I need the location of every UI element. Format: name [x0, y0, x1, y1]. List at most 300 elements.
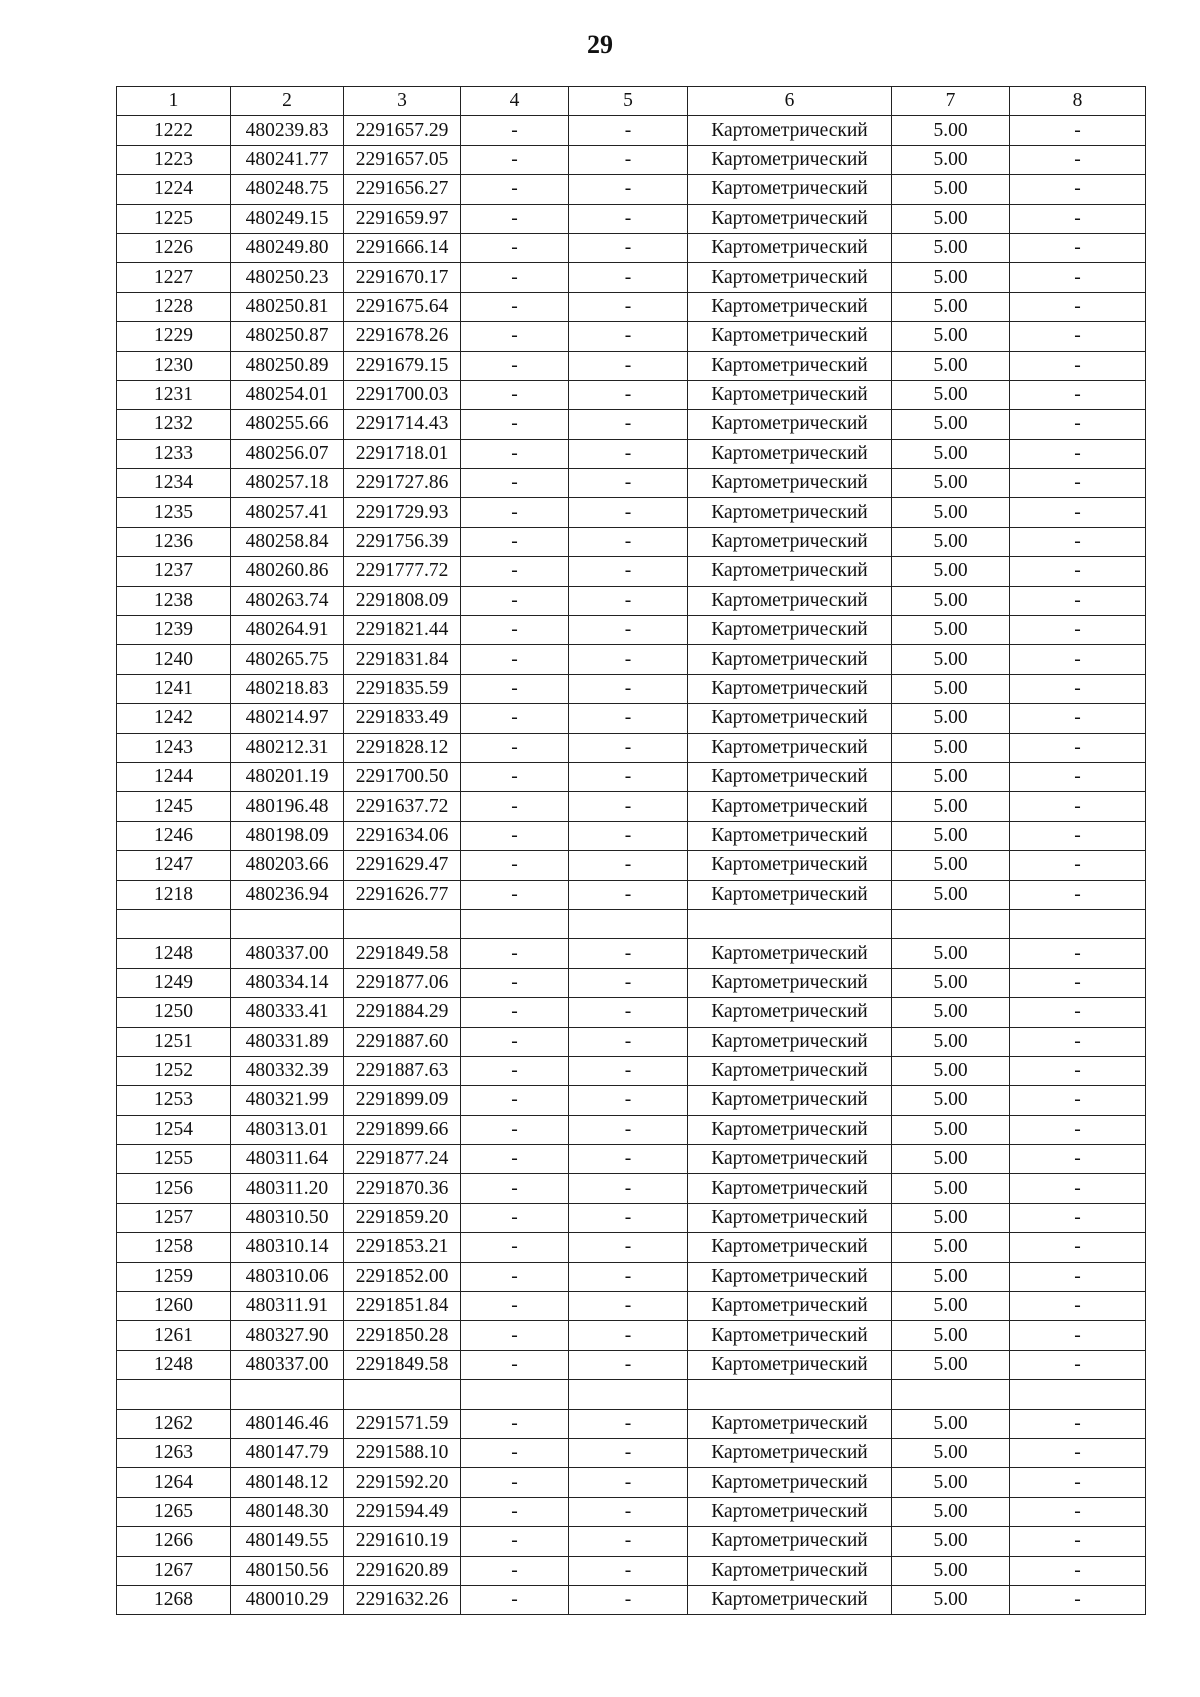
table-row: [117, 204, 1146, 233]
table-cell: 5.00: [892, 939, 1010, 968]
table-cell: 480248.75: [231, 175, 344, 204]
table-cell: -: [461, 351, 569, 380]
table-cell: 5.00: [892, 1174, 1010, 1203]
table-row: [117, 733, 1146, 762]
table-cell: -: [1010, 204, 1146, 233]
table-cell: -: [569, 263, 688, 292]
table-cell: -: [569, 851, 688, 880]
table-cell: 480241.77: [231, 145, 344, 174]
table-row: [117, 1350, 1146, 1379]
table-cell: Картометрический: [688, 175, 892, 204]
table-row: [117, 116, 1146, 145]
table-cell: 480263.74: [231, 586, 344, 615]
table-cell: Картометрический: [688, 322, 892, 351]
table-cell: Картометрический: [688, 351, 892, 380]
table-cell: Картометрический: [688, 880, 892, 909]
table-cell: 480337.00: [231, 1350, 344, 1379]
table-cell: 1265: [117, 1497, 231, 1526]
table-cell: -: [569, 439, 688, 468]
table-cell: -: [461, 1203, 569, 1232]
table-cell: 1238: [117, 586, 231, 615]
table-row: [117, 1321, 1146, 1350]
table-cell: -: [461, 821, 569, 850]
table-cell: -: [461, 1468, 569, 1497]
table-cell: -: [1010, 616, 1146, 645]
table-cell: 5.00: [892, 851, 1010, 880]
table-cell: 480260.86: [231, 557, 344, 586]
table-cell: -: [1010, 968, 1146, 997]
table-cell: -: [569, 1233, 688, 1262]
table-cell: 1230: [117, 351, 231, 380]
table-cell: 2291629.47: [344, 851, 461, 880]
table-cell: -: [569, 1056, 688, 1085]
table-cell: -: [1010, 292, 1146, 321]
table-cell: -: [1010, 1438, 1146, 1467]
table-cell: -: [1010, 1497, 1146, 1526]
table-cell: Картометрический: [688, 527, 892, 556]
table-cell: -: [569, 1262, 688, 1291]
table-cell: 1247: [117, 851, 231, 880]
table-cell: -: [1010, 322, 1146, 351]
table-cell: -: [1010, 1527, 1146, 1556]
table-cell: -: [461, 762, 569, 791]
table-cell: -: [461, 322, 569, 351]
table-cell: -: [1010, 880, 1146, 909]
table-cell: 1256: [117, 1174, 231, 1203]
table-cell: 2291849.58: [344, 1350, 461, 1379]
table-cell: -: [569, 1174, 688, 1203]
table-cell: -: [461, 1086, 569, 1115]
table-cell: Картометрический: [688, 204, 892, 233]
table-cell: 2291678.26: [344, 322, 461, 351]
table-cell: 480265.75: [231, 645, 344, 674]
table-cell: 1225: [117, 204, 231, 233]
table-cell: Картометрический: [688, 674, 892, 703]
table-cell: Картометрический: [688, 998, 892, 1027]
table-cell: 2291626.77: [344, 880, 461, 909]
table-cell: -: [1010, 1056, 1146, 1085]
table-cell: 5.00: [892, 762, 1010, 791]
table-cell: -: [569, 380, 688, 409]
table-cell: -: [461, 1527, 569, 1556]
table-cell: 5.00: [892, 792, 1010, 821]
table-cell: -: [461, 1321, 569, 1350]
table-cell: 480331.89: [231, 1027, 344, 1056]
table-cell: 1224: [117, 175, 231, 204]
table-cell: -: [461, 204, 569, 233]
table-cell: [231, 909, 344, 938]
table-cell: 480146.46: [231, 1409, 344, 1438]
table-cell: 480337.00: [231, 939, 344, 968]
table-cell: 2291821.44: [344, 616, 461, 645]
table-cell: -: [1010, 233, 1146, 262]
table-cell: -: [569, 1027, 688, 1056]
table-cell: -: [1010, 469, 1146, 498]
table-cell: 480212.31: [231, 733, 344, 762]
table-cell: -: [1010, 351, 1146, 380]
table-cell: -: [569, 1115, 688, 1144]
table-cell: 480332.39: [231, 1056, 344, 1085]
table-cell: 1252: [117, 1056, 231, 1085]
table-row: [117, 498, 1146, 527]
table-cell: -: [569, 292, 688, 321]
table-cell: 2291887.60: [344, 1027, 461, 1056]
table-cell: 2291887.63: [344, 1056, 461, 1085]
table-cell: 1241: [117, 674, 231, 703]
table-cell: 2291659.97: [344, 204, 461, 233]
table-cell: 5.00: [892, 616, 1010, 645]
table-cell: [461, 909, 569, 938]
table-cell: -: [569, 1350, 688, 1379]
table-cell: 2291777.72: [344, 557, 461, 586]
table-cell: 2291851.84: [344, 1292, 461, 1321]
table-cell: -: [461, 1497, 569, 1526]
table-cell: 480250.87: [231, 322, 344, 351]
table-cell: -: [569, 704, 688, 733]
table-cell: -: [1010, 704, 1146, 733]
table-cell: 480257.18: [231, 469, 344, 498]
coordinates-table: [116, 86, 1146, 1615]
table-cell: 5.00: [892, 821, 1010, 850]
table-cell: -: [461, 674, 569, 703]
table-cell: -: [461, 1233, 569, 1262]
table-cell: 5.00: [892, 292, 1010, 321]
table-row: [117, 1497, 1146, 1526]
table-cell: -: [1010, 557, 1146, 586]
table-cell: 5.00: [892, 1321, 1010, 1350]
table-cell: 1233: [117, 439, 231, 468]
table-cell: 5.00: [892, 1497, 1010, 1526]
table-cell: 1255: [117, 1145, 231, 1174]
table-cell: -: [461, 1409, 569, 1438]
table-row: [117, 645, 1146, 674]
table-cell: -: [1010, 1350, 1146, 1379]
table-cell: Картометрический: [688, 292, 892, 321]
table-cell: 2291592.20: [344, 1468, 461, 1497]
table-cell: -: [461, 1585, 569, 1614]
table-cell: -: [569, 821, 688, 850]
table-cell: 2291870.36: [344, 1174, 461, 1203]
table-cell: -: [461, 645, 569, 674]
table-cell: -: [1010, 439, 1146, 468]
table-cell: 1262: [117, 1409, 231, 1438]
table-cell: 1248: [117, 1350, 231, 1379]
table-cell: 1231: [117, 380, 231, 409]
table-cell: 5.00: [892, 1145, 1010, 1174]
table-cell: 2291756.39: [344, 527, 461, 556]
table-cell: Картометрический: [688, 145, 892, 174]
table-cell: -: [461, 410, 569, 439]
table-row: [117, 939, 1146, 968]
table-cell: 2291833.49: [344, 704, 461, 733]
table-cell: 5.00: [892, 1203, 1010, 1232]
table-cell: 480250.81: [231, 292, 344, 321]
table-cell: 480148.12: [231, 1468, 344, 1497]
table-cell: 2291853.21: [344, 1233, 461, 1262]
table-cell: 1248: [117, 939, 231, 968]
table-cell: [569, 1380, 688, 1409]
table-cell: 480311.91: [231, 1292, 344, 1321]
table-cell: 2291859.20: [344, 1203, 461, 1232]
table-cell: -: [1010, 1292, 1146, 1321]
table-cell: -: [569, 939, 688, 968]
table-cell: [117, 1380, 231, 1409]
table-row: [117, 1527, 1146, 1556]
table-cell: 2291700.03: [344, 380, 461, 409]
table-cell: -: [569, 1438, 688, 1467]
table-cell: -: [461, 880, 569, 909]
table-cell: -: [1010, 1145, 1146, 1174]
table-cell: -: [461, 586, 569, 615]
table-cell: 2291718.01: [344, 439, 461, 468]
table-cell: Картометрический: [688, 233, 892, 262]
table-cell: 480010.29: [231, 1585, 344, 1614]
table-cell: Картометрический: [688, 1233, 892, 1262]
table-cell: -: [461, 998, 569, 1027]
table-row: [117, 1115, 1146, 1144]
table-cell: 2291899.66: [344, 1115, 461, 1144]
column-header: 6: [688, 87, 892, 116]
table-cell: -: [461, 704, 569, 733]
table-cell: [892, 909, 1010, 938]
table-cell: 480256.07: [231, 439, 344, 468]
table-cell: 5.00: [892, 1438, 1010, 1467]
table-cell: 1263: [117, 1438, 231, 1467]
table-cell: 5.00: [892, 998, 1010, 1027]
table-cell: 2291884.29: [344, 998, 461, 1027]
table-cell: 1229: [117, 322, 231, 351]
table-cell: 2291835.59: [344, 674, 461, 703]
table-cell: Картометрический: [688, 1174, 892, 1203]
table-cell: Картометрический: [688, 1527, 892, 1556]
table-cell: 480198.09: [231, 821, 344, 850]
table-cell: -: [569, 586, 688, 615]
table-cell: 2291637.72: [344, 792, 461, 821]
table-cell: 480201.19: [231, 762, 344, 791]
table-cell: 1267: [117, 1556, 231, 1585]
table-cell: -: [569, 616, 688, 645]
column-header: 1: [117, 87, 231, 116]
table-row: [117, 1468, 1146, 1497]
table-cell: 5.00: [892, 175, 1010, 204]
table-cell: -: [1010, 1174, 1146, 1203]
table-row: [117, 792, 1146, 821]
table-cell: -: [461, 292, 569, 321]
table-cell: 1232: [117, 410, 231, 439]
table-row: [117, 1174, 1146, 1203]
table-cell: -: [569, 998, 688, 1027]
table-row: [117, 616, 1146, 645]
table-cell: 1222: [117, 116, 231, 145]
table-cell: 2291610.19: [344, 1527, 461, 1556]
table-cell: -: [1010, 674, 1146, 703]
table-cell: 5.00: [892, 1262, 1010, 1291]
table-cell: 2291877.24: [344, 1145, 461, 1174]
table-cell: Картометрический: [688, 263, 892, 292]
table-cell: 480203.66: [231, 851, 344, 880]
table-row: [117, 821, 1146, 850]
table-cell: 480311.64: [231, 1145, 344, 1174]
table-cell: 1227: [117, 263, 231, 292]
table-cell: Картометрический: [688, 762, 892, 791]
table-row: [117, 880, 1146, 909]
table-cell: 480250.89: [231, 351, 344, 380]
page-number: 29: [587, 30, 613, 59]
table-cell: 2291729.93: [344, 498, 461, 527]
table-cell: 5.00: [892, 1292, 1010, 1321]
table-cell: -: [569, 557, 688, 586]
table-cell: 5.00: [892, 116, 1010, 145]
table-cell: 5.00: [892, 322, 1010, 351]
table-cell: -: [1010, 1556, 1146, 1585]
table-cell: 1237: [117, 557, 231, 586]
table-cell: -: [569, 527, 688, 556]
separator-row: [117, 1380, 1146, 1409]
table-cell: -: [461, 1174, 569, 1203]
table-cell: -: [1010, 586, 1146, 615]
table-cell: -: [569, 645, 688, 674]
table-cell: -: [569, 880, 688, 909]
table-cell: -: [569, 1321, 688, 1350]
table-cell: -: [1010, 1262, 1146, 1291]
table-cell: 5.00: [892, 704, 1010, 733]
table-cell: -: [1010, 851, 1146, 880]
table-cell: Картометрический: [688, 1145, 892, 1174]
table-cell: 480311.20: [231, 1174, 344, 1203]
table-cell: 1218: [117, 880, 231, 909]
table-cell: -: [569, 145, 688, 174]
table-cell: -: [569, 469, 688, 498]
table-cell: 480214.97: [231, 704, 344, 733]
table-cell: 1234: [117, 469, 231, 498]
table-cell: 2291657.05: [344, 145, 461, 174]
table-cell: 480310.14: [231, 1233, 344, 1262]
table-cell: 2291571.59: [344, 1409, 461, 1438]
table-row: [117, 1262, 1146, 1291]
table-cell: -: [461, 439, 569, 468]
table-cell: -: [1010, 645, 1146, 674]
table-row: [117, 1292, 1146, 1321]
table-cell: 2291727.86: [344, 469, 461, 498]
table-cell: 480149.55: [231, 1527, 344, 1556]
table-cell: Картометрический: [688, 439, 892, 468]
table-cell: -: [461, 1438, 569, 1467]
table-cell: -: [1010, 263, 1146, 292]
table-cell: -: [461, 1292, 569, 1321]
table-cell: -: [569, 498, 688, 527]
table-cell: 1257: [117, 1203, 231, 1232]
table-cell: 2291620.89: [344, 1556, 461, 1585]
table-cell: Картометрический: [688, 1086, 892, 1115]
table-cell: 480321.99: [231, 1086, 344, 1115]
table-cell: 2291828.12: [344, 733, 461, 762]
table-cell: Картометрический: [688, 1115, 892, 1144]
table-cell: -: [461, 380, 569, 409]
table-cell: -: [569, 1585, 688, 1614]
table-cell: -: [569, 351, 688, 380]
separator-row: [117, 909, 1146, 938]
table-cell: 5.00: [892, 1585, 1010, 1614]
table-cell: -: [569, 674, 688, 703]
table-cell: 5.00: [892, 527, 1010, 556]
table-cell: 1251: [117, 1027, 231, 1056]
table-row: [117, 557, 1146, 586]
table-cell: [1010, 1380, 1146, 1409]
table-cell: Картометрический: [688, 1203, 892, 1232]
column-header: 4: [461, 87, 569, 116]
column-header: 7: [892, 87, 1010, 116]
table-row: [117, 1585, 1146, 1614]
table-cell: -: [569, 968, 688, 997]
column-header: 2: [231, 87, 344, 116]
table-cell: -: [1010, 998, 1146, 1027]
table-cell: 480150.56: [231, 1556, 344, 1585]
column-header: 8: [1010, 87, 1146, 116]
table-cell: 5.00: [892, 674, 1010, 703]
table-cell: 480257.41: [231, 498, 344, 527]
table-cell: 1223: [117, 145, 231, 174]
table-cell: 2291808.09: [344, 586, 461, 615]
table-cell: 2291849.58: [344, 939, 461, 968]
table-cell: 2291656.27: [344, 175, 461, 204]
table-cell: -: [569, 1497, 688, 1526]
table-cell: 480327.90: [231, 1321, 344, 1350]
table-body: [117, 116, 1146, 1615]
table-cell: -: [1010, 527, 1146, 556]
table-cell: 5.00: [892, 233, 1010, 262]
table-cell: 5.00: [892, 586, 1010, 615]
table-cell: -: [569, 322, 688, 351]
table-cell: Картометрический: [688, 116, 892, 145]
table-cell: 1246: [117, 821, 231, 850]
table-cell: -: [461, 116, 569, 145]
table-cell: -: [569, 792, 688, 821]
table-cell: 5.00: [892, 968, 1010, 997]
table-row: [117, 1203, 1146, 1232]
table-cell: 2291850.28: [344, 1321, 461, 1350]
table-cell: 480236.94: [231, 880, 344, 909]
table-cell: -: [461, 498, 569, 527]
table-cell: 5.00: [892, 469, 1010, 498]
table-cell: Картометрический: [688, 1585, 892, 1614]
table-cell: Картометрический: [688, 704, 892, 733]
table-cell: Картометрический: [688, 1556, 892, 1585]
table-cell: 480334.14: [231, 968, 344, 997]
table-row: [117, 851, 1146, 880]
table-cell: -: [461, 469, 569, 498]
table-cell: 2291666.14: [344, 233, 461, 262]
table-cell: 1244: [117, 762, 231, 791]
table-row: [117, 586, 1146, 615]
table-row: [117, 674, 1146, 703]
table-cell: -: [461, 616, 569, 645]
table-cell: 1228: [117, 292, 231, 321]
table-cell: 2291632.26: [344, 1585, 461, 1614]
table-cell: -: [569, 175, 688, 204]
table-cell: Картометрический: [688, 851, 892, 880]
table-cell: -: [569, 410, 688, 439]
table-cell: 2291675.64: [344, 292, 461, 321]
table-cell: -: [461, 1056, 569, 1085]
table-row: [117, 704, 1146, 733]
table-cell: 1235: [117, 498, 231, 527]
table-cell: -: [461, 1262, 569, 1291]
table-row: [117, 410, 1146, 439]
table-cell: Картометрический: [688, 410, 892, 439]
table-row: [117, 968, 1146, 997]
table-cell: Картометрический: [688, 821, 892, 850]
table-cell: -: [1010, 1585, 1146, 1614]
